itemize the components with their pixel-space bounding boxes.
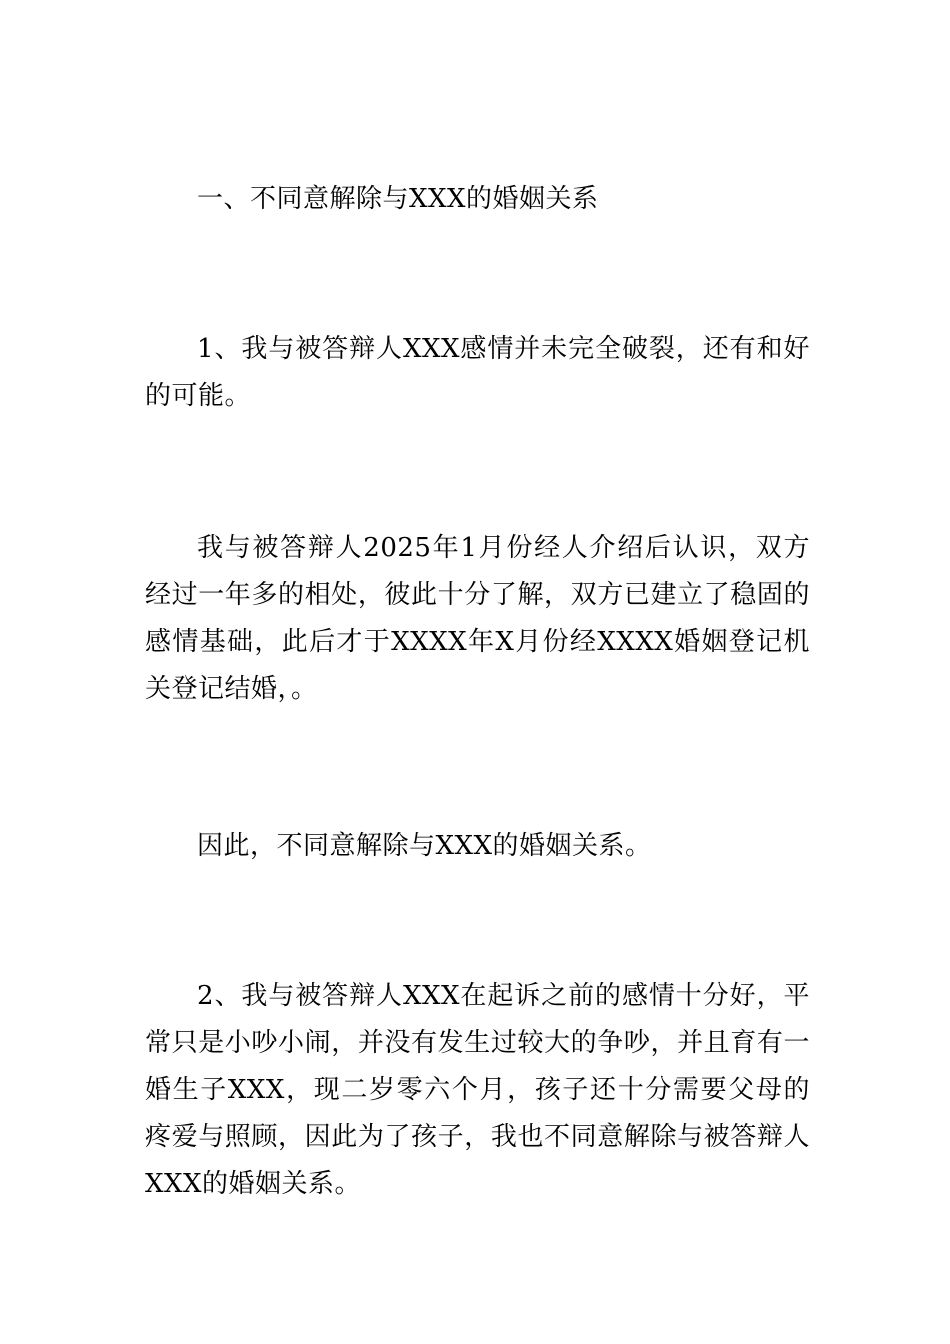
- paragraph-conclusion: 因此，不同意解除与XXX的婚姻关系。: [197, 831, 652, 861]
- paragraph-point-1: 1、我与被答辩人XXX感情并未完全破裂，还有和好的可能。: [145, 334, 810, 411]
- section-heading: 一、不同意解除与XXX的婚姻关系: [197, 184, 599, 214]
- paragraph-background: 我与被答辩人2025年1月份经人介绍后认识，双方经过一年多的相处，彼此十分了解，双方已建立了稳固的感情基础，此后才于XXXX年X月份经XXXX婚姻登记机关登记结婚，。: [145, 533, 810, 704]
- paragraph-point-2: 2、我与被答辩人XXX在起诉之前的感情十分好，平常只是小吵小闹，并没有发生过较大的争吵，并且育有一婚生子XXX，现二岁零六个月，孩子还十分需要父母的疼爱与照顾，因此为了孩子，我也不同意解除与被答辩人XXX的婚姻关系。: [145, 981, 810, 1199]
